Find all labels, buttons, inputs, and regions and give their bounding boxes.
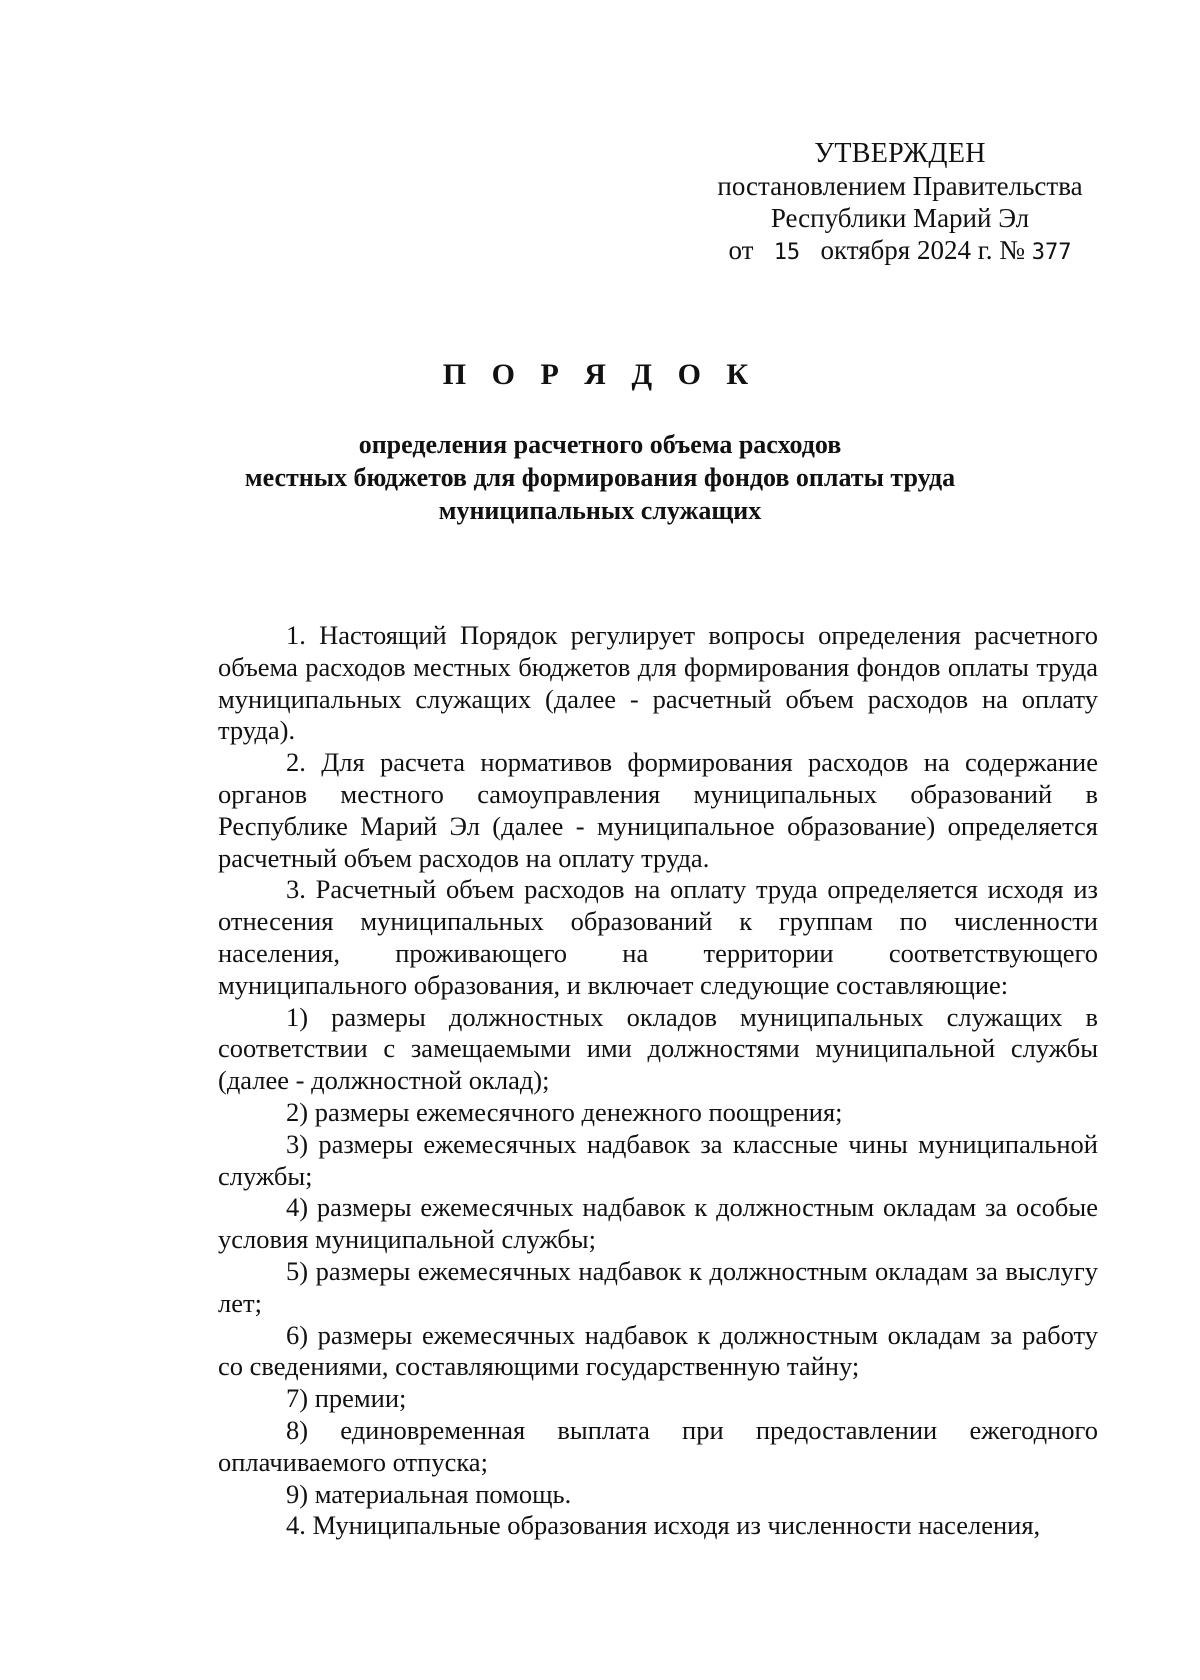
subtitle-line-2: местных бюджетов для формирования фондов оплаты труда: [244, 463, 956, 492]
paragraph-4: 4. Муниципальные образования исходя из численности населения,: [286, 1510, 1041, 1541]
approval-number: 377: [1031, 240, 1072, 265]
list-item-9: 9) материальная помощь.: [286, 1478, 572, 1509]
approval-line-republic: Республики Марий Эл: [770, 203, 1030, 233]
document-body: [218, 620, 1098, 1542]
approval-date-prefix: от: [728, 235, 754, 265]
list-item-5: 5) размеры ежемесячных надбавок к должностным окладам за выслугу лет;: [218, 1255, 1098, 1318]
approval-day: 15: [773, 240, 801, 265]
subtitle-line-3: муниципальных служащих: [438, 496, 762, 525]
document-subtitle: [200, 428, 1000, 527]
subtitle-line-1: определения расчетного объема расходов: [358, 430, 842, 459]
list-item-7: 7) премии;: [286, 1383, 407, 1414]
document-title: П О Р Я Д О К: [442, 358, 758, 391]
paragraph-3: 3. Расчетный объем расходов на оплату труда определяется исходя из отнесения муниципальных образований к группам по численности населения, проживающего на территории соответствующего муниципального образования, и включает следующие составляющие:: [218, 874, 1098, 1000]
list-item-3: 3) размеры ежемесячных надбавок за классные чины муниципальной службы;: [218, 1128, 1098, 1191]
approval-stamp-block: [690, 138, 1110, 269]
approval-date-line: [690, 234, 1110, 269]
list-item-8: 8) единовременная выплата при предоставлении ежегодного оплачиваемого отпуска;: [218, 1414, 1098, 1477]
approval-date-rest: октября 2024 г. №: [820, 235, 1026, 265]
list-item-4: 4) размеры ежемесячных надбавок к должностным окладам за особые условия муниципальной службы;: [218, 1192, 1098, 1255]
list-item-6: 6) размеры ежемесячных надбавок к должностным окладам за работу со сведениями, составляющими государственную тайну;: [218, 1319, 1098, 1382]
list-item-2: 2) размеры ежемесячного денежного поощрения;: [286, 1096, 843, 1127]
approval-line-resolution: постановлением Правительства: [717, 171, 1083, 201]
paragraph-2: 2. Для расчета нормативов формирования расходов на содержание органов местного самоуправления муниципальных образований в Республике Марий Эл (далее - муниципальное образование) определяется расчетный объем расходов на оплату труда.: [218, 747, 1098, 873]
list-item-1: 1) размеры должностных окладов муниципальных служащих в соответствии с замещаемыми ими должностями муниципальной службы (далее - должностной оклад);: [218, 1001, 1098, 1096]
paragraph-1: 1. Настоящий Порядок регулирует вопросы определения расчетного объема расходов местных бюджетов для формирования фондов оплаты труда муниципальных служащих (далее - расчетный объем расходов на оплату труда).: [218, 620, 1098, 746]
approval-heading: УТВЕРЖДЕН: [814, 138, 986, 169]
